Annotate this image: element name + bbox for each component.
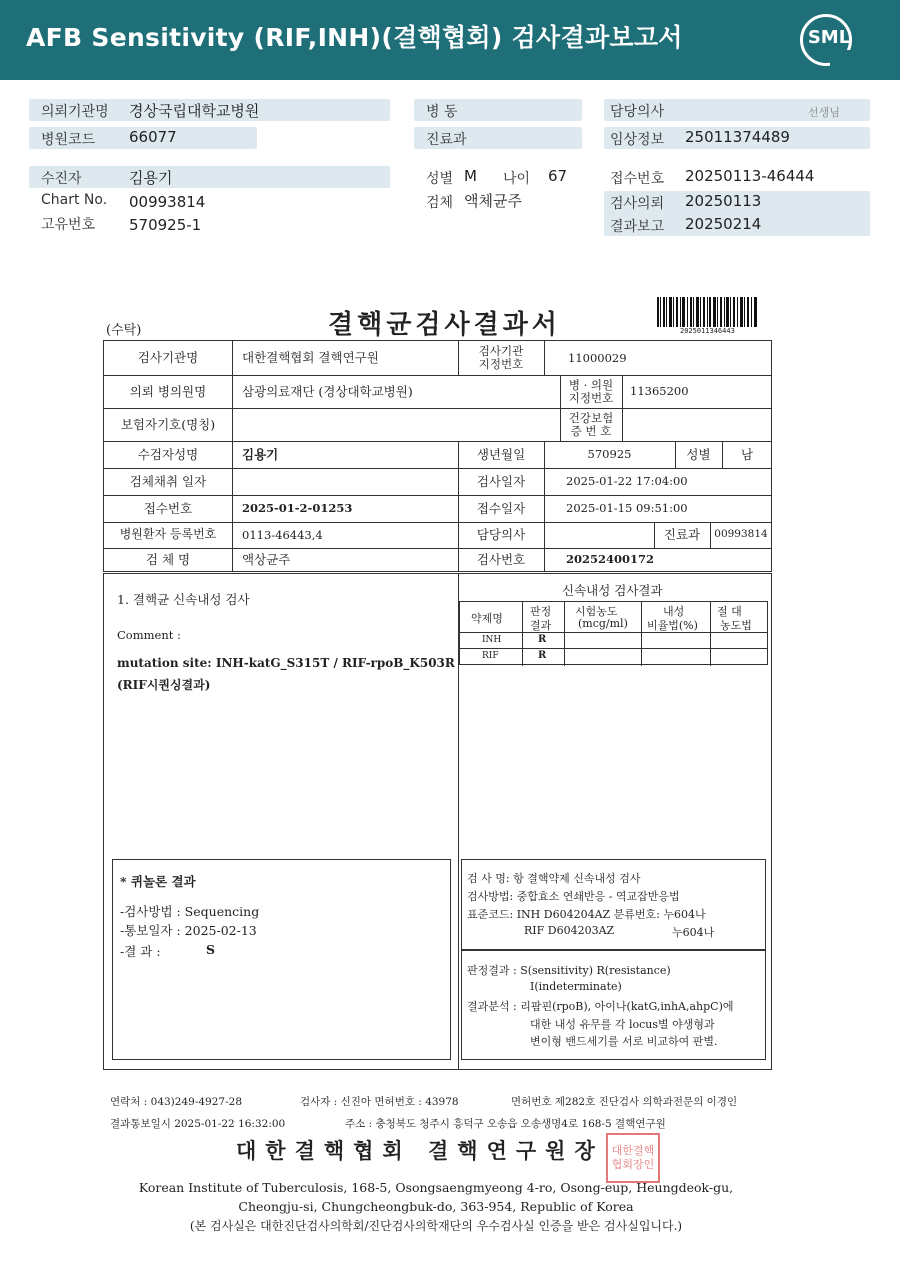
clinical-label: 임상정보 xyxy=(610,132,665,148)
test-no-label: 검사번호 xyxy=(476,551,526,567)
req-hosp-value: 삼광의료재단 (경상대학교병원) xyxy=(242,383,413,399)
sens-row-drug: INH xyxy=(482,635,502,645)
scan-report-title: 결핵균검사결과서 xyxy=(328,310,561,340)
scan-sex-label: 성별 xyxy=(686,446,711,462)
insured-label: 보험자기호(명칭) xyxy=(120,416,216,432)
age-label: 나이 xyxy=(503,171,531,187)
standard-code-rif: RIF D604203AZ xyxy=(524,924,615,937)
tester-line: 검사자 : 신진아 면허번호 : 43978 xyxy=(300,1096,459,1108)
collect-label: 검체채취 일자 xyxy=(129,473,207,489)
sens-row-result: R xyxy=(538,650,547,661)
req-hosp-label: 의뢰 병의원명 xyxy=(129,383,207,399)
spec-value: 액상균주 xyxy=(242,551,291,567)
logo-text: SML xyxy=(807,27,851,48)
recv-no-value: 2025-01-2-01253 xyxy=(242,501,353,516)
analysis-line: 결과분석 : 리팜핀(rpoB), 아이나(katG,inhA,ahpC)에 xyxy=(467,1000,734,1013)
patient-value: 김용기 xyxy=(129,169,173,187)
sens-col-ratio2: 비율법(%) xyxy=(647,619,698,632)
report-info-grid xyxy=(103,340,772,572)
specimen-value: 액체균주 xyxy=(464,192,522,210)
name-value: 김용기 xyxy=(242,446,279,462)
sens-col-ratio: 내성 xyxy=(663,605,685,618)
sens-col-conc: 시험농도 xyxy=(575,605,618,618)
chart-label: Chart No. xyxy=(41,192,108,208)
sens-col-conc-unit: (mcg/ml) xyxy=(578,617,628,630)
sens-col-drug: 약제명 xyxy=(471,612,503,625)
sensitivity-title: 신속내성 검사결과 xyxy=(562,583,663,598)
health-no-label: 건강보험 증 번 호 xyxy=(568,410,614,438)
hosp-id-label: 병 · 의원 지정번호 xyxy=(568,377,614,405)
rapid-test-heading: 1. 결핵균 신속내성 검사 xyxy=(117,592,250,607)
dob-value: 570925 xyxy=(587,447,632,462)
doc-value xyxy=(550,522,650,548)
barcode-number: 2025011346443 xyxy=(680,327,735,335)
dept-label: 진료과 xyxy=(426,132,467,148)
test-name-line: 검 사 명: 항 결핵약제 신속내성 검사 xyxy=(467,872,641,885)
hospital-code-label: 병원코드 xyxy=(41,132,96,148)
chart-value: 00993814 xyxy=(129,193,206,211)
contact-line: 연락처 : 043)249-4927-28 xyxy=(110,1096,242,1108)
scan-sex-value: 남 xyxy=(740,446,754,462)
lab-id-label: 검사기관 지정번호 xyxy=(478,344,524,371)
sensitivity-table xyxy=(459,601,768,665)
recv-date-value: 2025-01-15 09:51:00 xyxy=(566,501,688,516)
insured-value xyxy=(242,408,552,441)
english-address-line2: Cheongju-si, Chungcheongbuk-do, 363-954, Republic of Korea xyxy=(238,1199,634,1214)
receipt-value: 20250113-46444 xyxy=(685,167,815,185)
institute-director-title: 대한결핵협회 결핵연구원장 xyxy=(236,1138,604,1163)
sens-col-judge: 판정 xyxy=(530,605,552,618)
doc-label: 담당의사 xyxy=(476,527,526,543)
recv-date-label: 접수일자 xyxy=(476,500,526,516)
sml-logo xyxy=(800,14,852,66)
official-seal-stamp: 대한결핵협회장인 xyxy=(606,1133,660,1183)
hosp-id-value: 11365200 xyxy=(630,384,689,399)
lab-value: 대한결핵협회 결핵연구원 xyxy=(242,350,379,366)
address-line: 주소 : 충청북도 청주시 흥덕구 오송읍 오송생명4로 168-5 결핵연구원 xyxy=(345,1118,666,1130)
sex-value: M xyxy=(464,167,477,185)
name-label: 수검자성명 xyxy=(137,446,199,462)
standard-code-line: 표준코드: INH D604204AZ 분류번호: 누604나 xyxy=(467,908,706,921)
sens-col-judge2: 결과 xyxy=(530,619,552,632)
report-header-title: AFB Sensitivity (RIF,INH)(결핵협회) 검사결과보고서 xyxy=(26,23,683,52)
receipt-label: 접수번호 xyxy=(610,171,665,187)
ward-label: 병 동 xyxy=(426,104,458,120)
sens-col-abs2: 농도법 xyxy=(720,619,752,632)
comment-label: Comment : xyxy=(117,628,181,642)
report-date-label: 결과보고 xyxy=(610,219,665,235)
certification-note: (본 검사실은 대한진단검사의학회/진단검사의학재단의 우수검사실 인증을 받은 검사실입니다.) xyxy=(189,1219,683,1233)
test-method-line: 검사방법: 중합효소 연쇄반응 - 역교잡반응법 xyxy=(467,890,680,903)
english-address-line1: Korean Institute of Tuberculosis, 168-5, Osongsaengmyeong 4-ro, Osong-eup, Heungdeok-gu, xyxy=(138,1180,734,1195)
institution-value: 경상국립대학교병원 xyxy=(129,102,260,120)
reg-no-label: 병원환자 등록번호 xyxy=(119,527,217,542)
specimen-label: 검체 xyxy=(426,195,454,211)
collect-value xyxy=(242,468,452,495)
quinolone-notify-date: -통보일자 : 2025-02-13 xyxy=(120,923,257,938)
quinolone-result-value: S xyxy=(206,942,216,957)
hospital-code-value: 66077 xyxy=(129,128,177,146)
mutation-site-line: mutation site: INH-katG_S315T / RIF-rpoB_K503R xyxy=(117,656,455,670)
report-header xyxy=(0,0,900,80)
analysis-line: 변이형 밴드세기를 서로 비교하여 판별. xyxy=(530,1035,718,1048)
quinolone-method: -검사방법 : Sequencing xyxy=(120,904,260,919)
sens-row-drug: RIF xyxy=(482,651,499,661)
lab-label: 검사기관명 xyxy=(137,350,199,366)
quinolone-result-label: -결 과 : xyxy=(120,944,161,959)
quinolone-title: * 퀴놀론 결과 xyxy=(120,874,196,889)
analysis-line: 대한 내성 유무를 각 locus별 야생형과 xyxy=(530,1018,715,1031)
test-date-value: 2025-01-22 17:04:00 xyxy=(566,474,688,489)
request-label: 검사의뢰 xyxy=(610,196,665,212)
scan-dept-label: 진료과 xyxy=(663,527,701,543)
report-date-value: 20250214 xyxy=(685,215,762,233)
license-line: 면허번호 제282호 진단검사 의학과전문의 이경인 xyxy=(511,1096,738,1108)
doctor-label: 담당의사 xyxy=(610,104,665,120)
reg-no-value: 0113-46443,4 xyxy=(242,527,323,542)
lab-id-value: 11000029 xyxy=(568,350,627,365)
age-value: 67 xyxy=(548,167,568,185)
mutation-note-line: (RIF시퀀싱결과) xyxy=(117,678,211,692)
judgement-line: I(indeterminate) xyxy=(530,980,622,993)
institution-label: 의뢰기관명 xyxy=(41,104,109,120)
doctor-suffix: 선생님 xyxy=(808,106,840,119)
dob-label: 생년월일 xyxy=(476,446,526,462)
classification-rif: 누604나 xyxy=(672,926,715,939)
notice-date-line: 결과통보일시 2025-01-22 16:32:00 xyxy=(110,1118,286,1130)
recv-no-label: 접수번호 xyxy=(143,500,193,516)
test-no-value: 20252400172 xyxy=(566,552,655,567)
clinical-value: 25011374489 xyxy=(685,128,790,146)
sens-row-result: R xyxy=(538,634,547,645)
health-no-value xyxy=(630,408,770,441)
judgement-line: 판정결과 : S(sensitivity) R(resistance) xyxy=(467,964,671,977)
spec-label: 검 체 명 xyxy=(145,551,191,567)
patient-label: 수진자 xyxy=(41,171,82,187)
sex-label: 성별 xyxy=(426,171,454,187)
test-date-label: 검사일자 xyxy=(476,473,526,489)
request-value: 20250113 xyxy=(685,192,762,210)
unique-value: 570925-1 xyxy=(129,216,202,234)
scan-dept-value: 00993814 xyxy=(714,528,768,541)
sens-col-abs: 절 대 xyxy=(717,605,742,618)
consignment-tag: (수탁) xyxy=(106,323,142,338)
barcode-icon xyxy=(657,297,757,327)
unique-label: 고유번호 xyxy=(41,217,96,233)
